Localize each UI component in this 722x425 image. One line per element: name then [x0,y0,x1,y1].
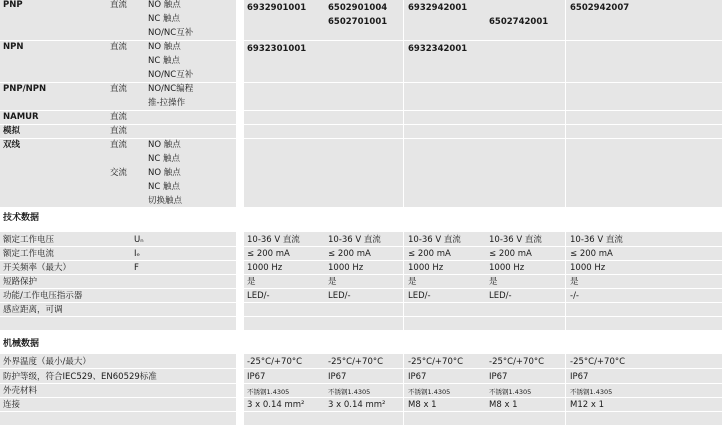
type-namur-name: NAMUR [3,112,39,122]
tech-cell: 10-36 V 直流 [408,235,461,245]
row-divider [0,124,722,125]
tech-cell: ≤ 200 mA [247,249,290,259]
part-number: 6932301001 [247,44,307,54]
row-divider [0,138,722,139]
tech-row-label: 感应距离，可调 [3,305,63,315]
mech-cell: 不锈钢1.4305 [570,388,613,396]
type-pnpnpn-output: NO/NC编程 [148,84,194,94]
type-pnp-name: PNP [3,0,23,10]
tech-row-symbol: F [134,263,139,273]
row-divider [0,40,722,41]
type-namur-supply: 直流 [110,112,128,122]
mech-cell: -25°C/+70°C [489,357,545,367]
tech-row-symbol: Uₙ [134,235,144,245]
row-divider [0,368,722,369]
mech-cell: 不锈钢1.4305 [408,388,451,396]
mech-row-label: 外界温度（最小/最大） [3,357,91,367]
type-twowire-output: NC 触点 [148,182,180,192]
part-number: 6502701001 [328,17,388,27]
tech-cell: 1000 Hz [570,263,606,273]
mech-cell: IP67 [408,372,427,382]
type-twowire-supply-ac: 交流 [110,168,128,178]
type-twowire-output: NO 触点 [148,168,181,178]
mech-cell: -25°C/+70°C [570,357,626,367]
tech-cell: 1000 Hz [489,263,525,273]
mech-row-label: 防护等级，符合IEC529、EN60529标准 [3,372,157,382]
tech-cell: LED/- [489,291,512,301]
col-divider [403,232,404,330]
row-divider [0,110,722,111]
part-number: 6932901001 [247,3,307,13]
type-pnp-supply: 直流 [110,0,128,10]
tech-cell: 10-36 V 直流 [247,235,300,245]
tech-cell: 是 [328,277,337,287]
type-analog-name: 模拟 [3,126,21,136]
mech-row-label: 连接 [3,400,21,410]
mech-cell: M12 x 1 [570,400,604,410]
type-twowire-name: 双线 [3,140,21,150]
tech-cell: 10-36 V 直流 [570,235,623,245]
mech-cell: 不锈钢1.4305 [489,388,532,396]
mech-cell: IP67 [247,372,266,382]
type-npn-output: NC 触点 [148,56,180,66]
mech-cell: 不锈钢1.4305 [247,388,290,396]
type-pnp-output: NO/NC互补 [148,28,194,38]
part-number: 6502742001 [489,17,549,27]
type-npn-name: NPN [3,42,24,52]
col-divider [403,354,404,425]
tech-row-label: 短路保护 [3,277,38,287]
tech-cell: LED/- [328,291,351,301]
row-divider [0,316,722,317]
type-npn-output: NO/NC互补 [148,70,194,80]
tech-cell: 1000 Hz [328,263,364,273]
mech-cell: -25°C/+70°C [408,357,464,367]
col-divider [565,232,566,330]
row-divider [0,82,722,83]
mech-cell: -25°C/+70°C [247,357,303,367]
tech-row-label: 额定工作电压 [3,235,55,245]
type-twowire-output: NO 触点 [148,140,181,150]
tech-cell: LED/- [247,291,270,301]
tech-cell: 是 [570,277,579,287]
type-npn-supply: 直流 [110,42,128,52]
row-divider [0,288,722,289]
type-pnpnpn-supply: 直流 [110,84,128,94]
type-twowire-output: NC 触点 [148,154,180,164]
type-analog-supply: 直流 [110,126,128,136]
mech-cell: M8 x 1 [489,400,518,410]
row-divider [0,274,722,275]
tech-cell: 1000 Hz [247,263,283,273]
mech-cell: 不锈钢1.4305 [328,388,371,396]
type-pnp-output: NC 触点 [148,14,180,24]
tech-cell: ≤ 200 mA [408,249,451,259]
type-pnpnpn-output: 推-拉操作 [148,98,186,108]
row-divider [0,246,722,247]
row-divider [0,383,722,384]
tech-row-symbol: Iₑ [134,249,141,259]
tech-cell: 10-36 V 直流 [328,235,381,245]
mech-cell: IP67 [489,372,508,382]
col-divider [565,0,566,207]
tech-row-label: 功能/工作电压指示器 [3,291,83,301]
part-number: 6502942007 [570,3,630,13]
type-twowire-output: 切换触点 [148,196,183,206]
part-number: 6932342001 [408,44,468,54]
part-number: 6502901004 [328,3,388,13]
tech-cell: 是 [408,277,417,287]
tech-cell: ≤ 200 mA [489,249,532,259]
tech-cell: ≤ 200 mA [570,249,613,259]
tech-section-title: 技术数据 [3,213,40,223]
mech-cell: IP67 [570,372,589,382]
type-pnp-output: NO 触点 [148,0,181,10]
mech-section-title: 机械数据 [3,339,40,349]
tech-cell: -/- [570,291,579,301]
mech-cell: M8 x 1 [408,400,437,410]
tech-cell: 10-36 V 直流 [489,235,542,245]
tech-cell: LED/- [408,291,431,301]
tech-cell: ≤ 200 mA [328,249,371,259]
type-pnpnpn-name: PNP/NPN [3,84,47,94]
tech-row-label: 开关频率（最大） [3,263,72,273]
row-divider [0,260,722,261]
tech-row-label: 额定工作电流 [3,249,55,259]
mech-cell: -25°C/+70°C [328,357,384,367]
type-block-right-bg [244,0,722,207]
type-npn-output: NO 触点 [148,42,181,52]
tech-cell: 1000 Hz [408,263,444,273]
row-divider [0,411,722,412]
mech-block-right-bg [244,354,722,425]
tech-cell: 是 [247,277,256,287]
part-number: 6932942001 [408,3,468,13]
type-twowire-supply-dc: 直流 [110,140,128,150]
mech-cell: IP67 [328,372,347,382]
tech-cell: 是 [489,277,498,287]
mech-row-label: 外壳材料 [3,386,38,396]
mech-cell: 3 x 0.14 mm² [247,400,305,410]
mech-cell: 3 x 0.14 mm² [328,400,386,410]
col-divider [565,354,566,425]
col-divider [403,0,404,207]
row-divider [0,302,722,303]
